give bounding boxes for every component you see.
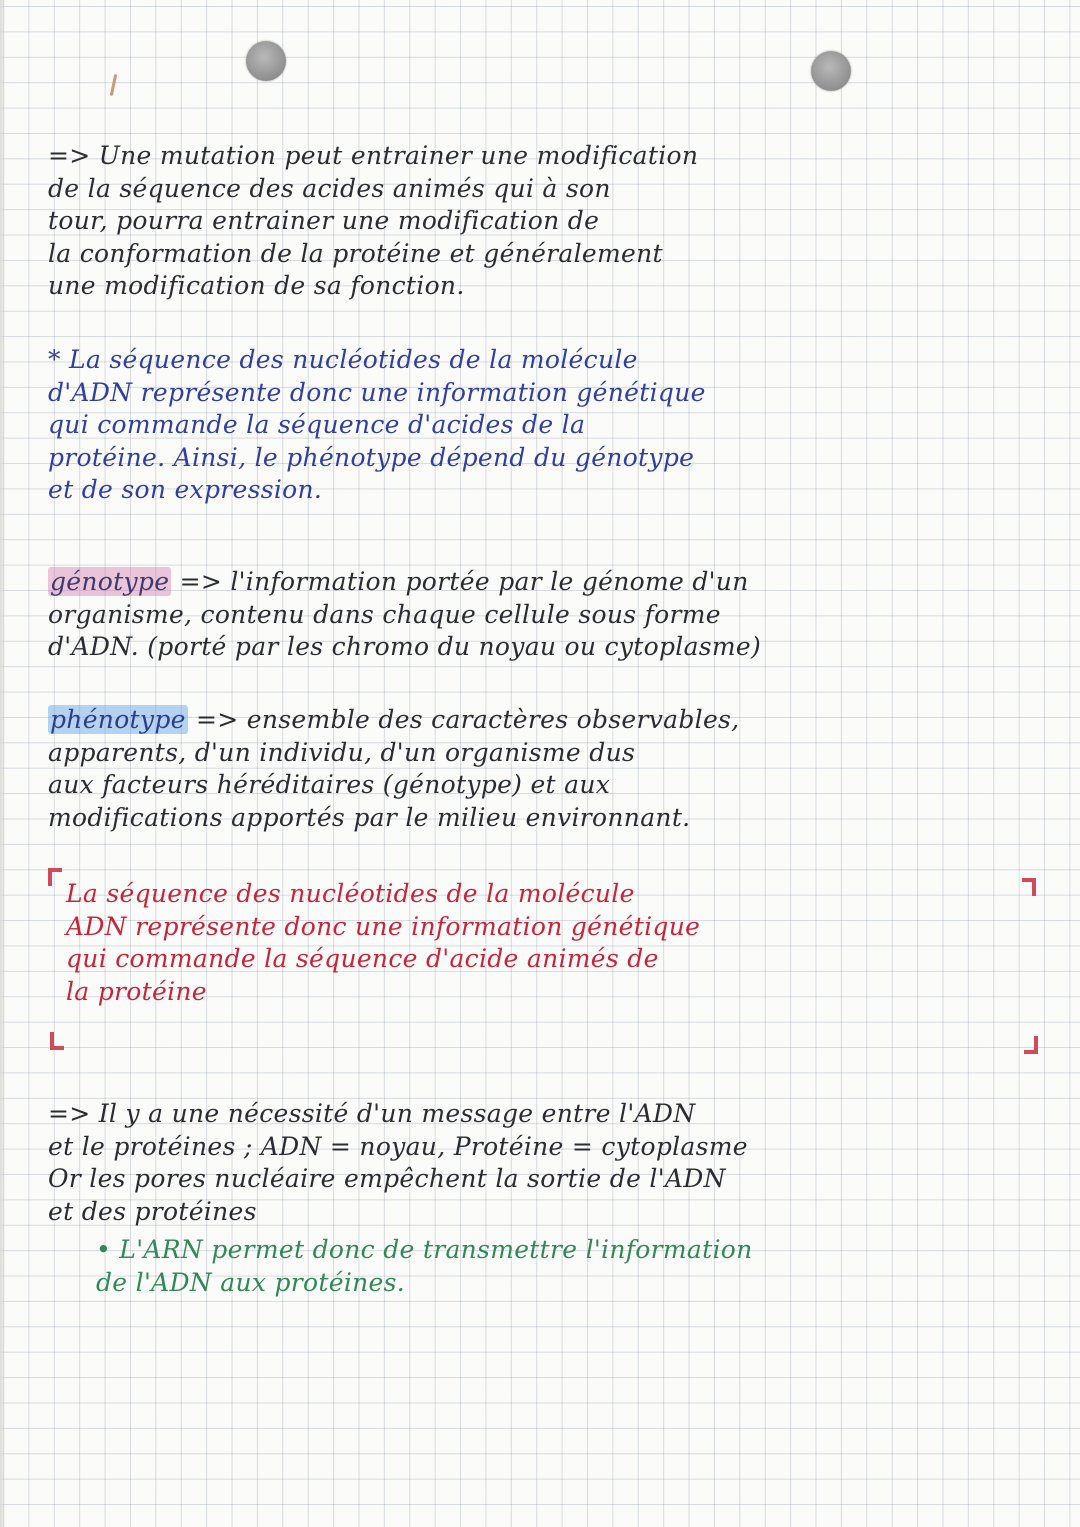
- paragraph-arn-green: [96, 1234, 1080, 1299]
- text-line: aux facteurs héréditaires (génotype) et aux: [48, 770, 611, 799]
- text-line: protéine. Ainsi, le phénotype dépend du génotype: [48, 442, 695, 472]
- paragraph-message: [48, 1098, 1040, 1228]
- corner-bracket-top-left: [48, 868, 62, 886]
- text-line: d'ADN. (porté par les chromo du noyau ou cytoplasme): [48, 632, 762, 661]
- text-line: et le protéines ; ADN = noyau, Protéine = cytoplasme: [48, 1131, 748, 1161]
- text-line: et de son expression.: [48, 475, 323, 504]
- text-line: la protéine: [66, 976, 207, 1006]
- text-line: qui commande la séquence d'acide animés de: [66, 944, 659, 973]
- paragraph-sequence-blue: [48, 344, 1040, 507]
- text-line: de l'ADN aux protéines.: [96, 1267, 405, 1297]
- corner-bracket-bottom-right: [1024, 1036, 1038, 1054]
- text-line: la conformation de la protéine et généralement: [48, 238, 663, 268]
- definition-phenotype: [48, 704, 1040, 834]
- term-genotype-highlighted: génotype: [50, 567, 170, 596]
- text-line: Or les pores nucléaire empêchent la sortie de l'ADN: [48, 1164, 726, 1193]
- boxed-statement-red: [66, 878, 1058, 1008]
- text-line: => Une mutation peut entrainer une modification: [48, 141, 699, 170]
- definition-first-line: [48, 704, 1040, 737]
- text-line: modifications apportés par le milieu environnant.: [48, 802, 691, 832]
- text-line: ADN représente donc une information génétique: [66, 911, 701, 941]
- text-line: organisme, contenu dans chaque cellule sous forme: [48, 599, 721, 629]
- text-line: de la séquence des acides animés qui à son: [48, 173, 611, 203]
- paragraph-mutation: [48, 140, 1040, 303]
- page-edge-shadow: [0, 0, 6, 1527]
- text-line: une modification de sa fonction.: [48, 271, 465, 300]
- term-phenotype-highlighted: phénotype: [50, 705, 186, 734]
- text-line: * La séquence des nucléotides de la molécule: [48, 345, 638, 374]
- text-line: tour, pourra entrainer une modification de: [48, 206, 600, 235]
- text-line: => Il y a une nécessité d'un message entre l'ADN: [48, 1099, 696, 1128]
- text-line: ensemble des caractères observables,: [246, 705, 740, 734]
- text-line: et des protéines: [48, 1196, 257, 1226]
- binder-hole-left: [246, 41, 286, 81]
- text-line: qui commande la séquence d'acides de la: [48, 410, 586, 439]
- definition-genotype: [48, 566, 1040, 664]
- text-line: l'information portée par le génome d'un: [230, 567, 749, 596]
- text-line: d'ADN représente donc une information génétique: [48, 377, 706, 407]
- text-line: La séquence des nucléotides de la molécule: [66, 879, 635, 908]
- pen-mark: [110, 74, 118, 96]
- corner-bracket-bottom-left: [50, 1032, 64, 1050]
- binder-hole-right: [811, 51, 851, 91]
- text-line: apparents, d'un individu, d'un organisme dus: [48, 737, 636, 767]
- text-line: • L'ARN permet donc de transmettre l'information: [96, 1235, 753, 1264]
- definition-arrow: =>: [179, 567, 223, 596]
- definition-arrow: =>: [195, 705, 239, 734]
- definition-first-line: [48, 566, 1040, 599]
